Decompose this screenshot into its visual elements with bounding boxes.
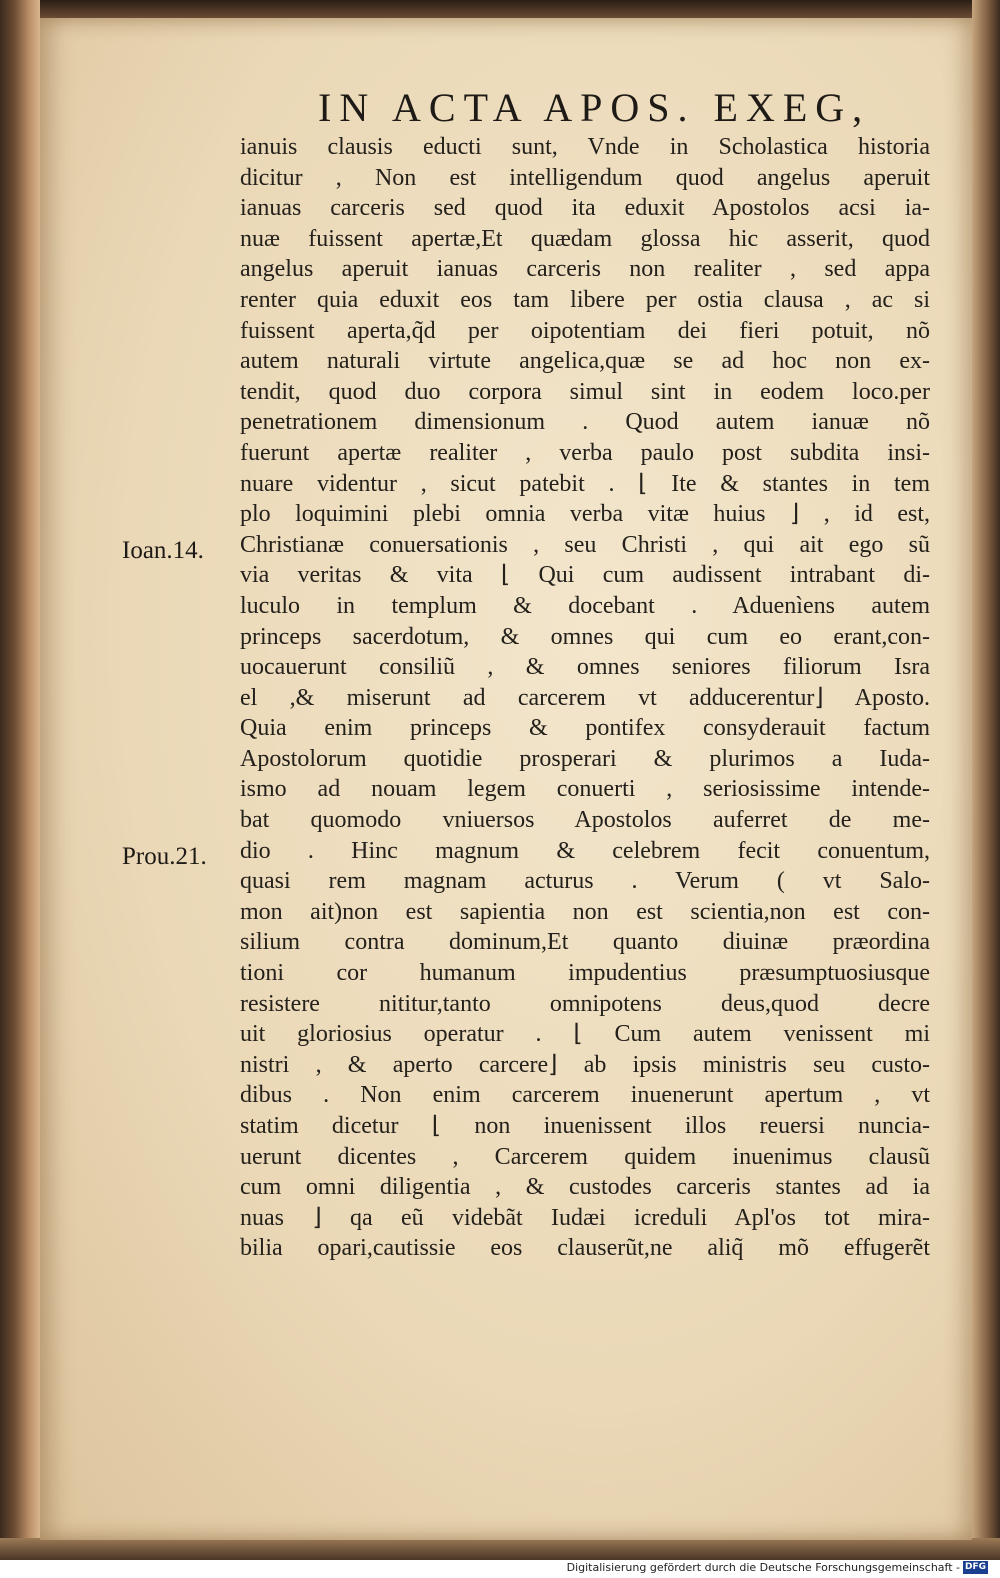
- text-line: el ,& miserunt ad carcerem vt adducerentur⌋ Aposto.: [240, 684, 930, 711]
- running-head: IN ACTA APOS. EXEG,: [318, 85, 871, 130]
- text-line: ianuis clausis educti sunt, Vnde in Scholastica historia: [240, 134, 930, 160]
- text-line: Christianæ conuersationis , seu Christi , qui ait ego sũ: [240, 531, 930, 558]
- text-line: uocauerunt consiliũ , & omnes seniores filiorum Isra: [240, 654, 930, 681]
- text-line: ismo ad nouam legem conuerti , seriosissime intende-: [240, 776, 930, 803]
- text-line: mon ait)non est sapientia non est scientia,non est con-: [240, 898, 930, 925]
- text-line: bat quomodo vniuersos Apostolos auferret de me-: [240, 807, 930, 834]
- text-line: autem naturali virtute angelica,quæ se ad hoc non ex-: [240, 348, 930, 375]
- text-line: resistere nititur,tanto omnipotens deus,quod decre: [240, 990, 930, 1017]
- text-line: princeps sacerdotum, & omnes qui cum eo erant,con-: [240, 623, 930, 650]
- text-line: cum omni diligentia , & custodes carceris stantes ad ia: [240, 1174, 930, 1201]
- text-line: renter quia eduxit eos tam libere per ostia clausa , ac si: [240, 286, 930, 313]
- text-line: ianuas carceris sed quod ita eduxit Apostolos acsi ia-: [240, 195, 930, 222]
- text-line: dibus . Non enim carcerem inuenerunt apertum , vt: [240, 1082, 930, 1109]
- text-line: angelus aperuit ianuas carceris non realiter , sed appa: [240, 256, 930, 283]
- margin-note-ioan: Ioan.14.: [122, 537, 204, 564]
- text-line: nistri , & aperto carcere⌋ ab ipsis ministris seu custo-: [240, 1051, 930, 1078]
- book-edge-top: [0, 0, 1000, 18]
- body-text: [240, 132, 930, 1264]
- text-line: uit gloriosius operatur . ⌊ Cum autem venissent mi: [240, 1021, 930, 1048]
- text-line: tioni cor humanum impudentius præsumptuosiusque: [240, 960, 930, 987]
- text-line: plo loquimini plebi omnia verba vitæ huius ⌋ , id est,: [240, 501, 930, 528]
- text-line: dio . Hinc magnum & celebrem fecit conuentum,: [240, 837, 930, 864]
- text-line: luculo in templum & docebant . Aduenìens autem: [240, 592, 930, 619]
- book-edge-bottom: [0, 1538, 1000, 1560]
- text-line: silium contra dominum,Et quanto diuinæ præordina: [240, 929, 930, 956]
- text-line: fuerunt apertæ realiter , verba paulo post subdita insi-: [240, 439, 930, 466]
- book-edge-left: [0, 0, 40, 1560]
- text-line: dicitur , Non est intelligendum quod angelus aperuit: [240, 164, 930, 191]
- text-line: penetrationem dimensionum . Quod autem ianuæ nõ: [240, 409, 930, 436]
- footer-credit: Digitalisierung gefördert durch die Deutsche Forschungsgemeinschaft -: [566, 1561, 960, 1574]
- text-line: Apostolorum quotidie prosperari & plurimos a Iuda-: [240, 745, 930, 772]
- text-line: Quia enim princeps & pontifex consyderauit factum: [240, 715, 930, 742]
- dfg-logo: DFG: [964, 1562, 986, 1572]
- text-line: statim dicetur ⌊ non inuenissent illos reuersi nuncia-: [240, 1113, 930, 1139]
- text-line: quasi rem magnam acturus . Verum ( vt Salo-: [240, 868, 930, 895]
- text-line: nuas ⌋ qa eũ videbãt Iudæi icreduli Apl'os tot mira-: [240, 1204, 930, 1231]
- text-line: bilia opari,cautissie eos clauserũt,ne aliq̃ mõ effugerẽt: [240, 1235, 930, 1262]
- text-line: tendit, quod duo corpora simul sint in eodem loco.per: [240, 378, 930, 405]
- text-line: nuæ fuissent apertæ,Et quædam glossa hic asserit, quod: [240, 225, 930, 252]
- text-line: via veritas & vita ⌊ Qui cum audissent intrabant di-: [240, 562, 930, 589]
- text-line: nuare videntur , sicut patebit . ⌊ Ite & stantes in tem: [240, 470, 930, 497]
- text-line: fuissent aperta,q̃d per oipotentiam dei fieri potuit, nõ: [240, 317, 930, 344]
- margin-note-prou: Prou.21.: [122, 843, 207, 870]
- text-line: uerunt dicentes , Carcerem quidem inuenimus clausũ: [240, 1143, 930, 1170]
- book-edge-right: [972, 0, 1000, 1560]
